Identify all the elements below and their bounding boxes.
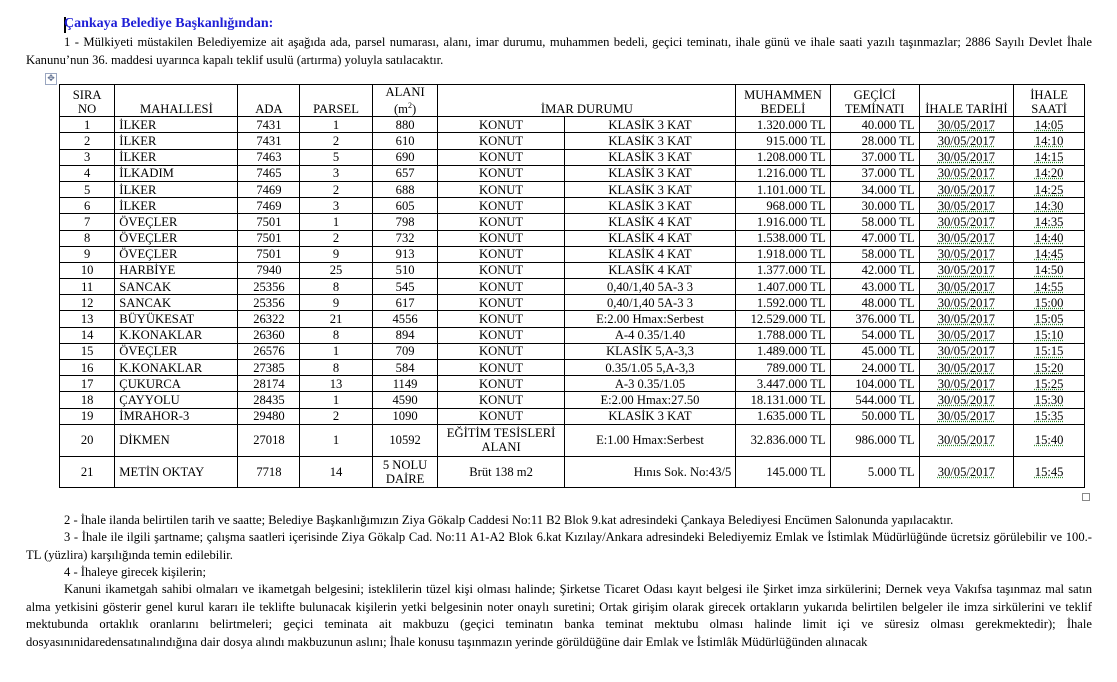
cell-no: 15: [60, 343, 115, 359]
cell-no: 4: [60, 165, 115, 181]
cell-teminat: 104.000 TL: [830, 376, 919, 392]
cell-bedel: 1.216.000 TL: [736, 165, 830, 181]
cell-tarih: 30/05/2017: [919, 133, 1014, 149]
cell-parsel: 9: [300, 295, 372, 311]
cell-tarih: 30/05/2017: [919, 165, 1014, 181]
cell-alan: 605: [372, 198, 438, 214]
cell-saat: 15:25: [1014, 376, 1085, 392]
cell-tarih: 30/05/2017: [919, 392, 1014, 408]
cell-parsel: 1: [300, 392, 372, 408]
cell-mahalle: SANCAK: [115, 295, 238, 311]
cell-no: 1: [60, 117, 115, 133]
cell-bedel: 1.918.000 TL: [736, 246, 830, 262]
cell-mahalle: DİKMEN: [115, 424, 238, 456]
cell-imar-2: 0,40/1,40 5A-3 3: [564, 295, 736, 311]
cell-parsel: 25: [300, 262, 372, 278]
cell-mahalle: ÖVEÇLER: [115, 230, 238, 246]
cell-alan: 584: [372, 360, 438, 376]
cell-bedel: 145.000 TL: [736, 456, 830, 487]
cell-parsel: 14: [300, 456, 372, 487]
header-saat: İHALE SAATİ: [1014, 85, 1085, 117]
cell-imar-1: KONUT: [438, 295, 564, 311]
cell-mahalle: İLKER: [115, 117, 238, 133]
cell-teminat: 5.000 TL: [830, 456, 919, 487]
cell-bedel: 32.836.000 TL: [736, 424, 830, 456]
cell-alan: 657: [372, 165, 438, 181]
cell-no: 8: [60, 230, 115, 246]
cell-imar-1: KONUT: [438, 230, 564, 246]
header-ada: ADA: [238, 85, 300, 117]
cell-ada: 25356: [238, 295, 300, 311]
cell-teminat: 45.000 TL: [830, 343, 919, 359]
cell-ada: 7501: [238, 246, 300, 262]
cell-saat: 15:10: [1014, 327, 1085, 343]
cell-parsel: 3: [300, 165, 372, 181]
cell-saat: 15:15: [1014, 343, 1085, 359]
cell-saat: 14:35: [1014, 214, 1085, 230]
cell-imar-1: KONUT: [438, 343, 564, 359]
cell-saat: 14:15: [1014, 149, 1085, 165]
cell-no: 16: [60, 360, 115, 376]
cell-saat: 14:30: [1014, 198, 1085, 214]
cell-alan: 732: [372, 230, 438, 246]
table-row: [60, 246, 1085, 262]
cell-bedel: 968.000 TL: [736, 198, 830, 214]
cell-alan: 610: [372, 133, 438, 149]
table-row: [60, 117, 1085, 133]
cell-alan: 10592: [372, 424, 438, 456]
cell-bedel: 1.208.000 TL: [736, 149, 830, 165]
cell-saat: 14:40: [1014, 230, 1085, 246]
table-row: [60, 262, 1085, 278]
cell-imar-1: KONUT: [438, 392, 564, 408]
cell-alan: 894: [372, 327, 438, 343]
cell-imar-1: KONUT: [438, 214, 564, 230]
table-row: [60, 311, 1085, 327]
cell-imar-2: KLASİK 5,A-3,3: [564, 343, 736, 359]
cell-teminat: 40.000 TL: [830, 117, 919, 133]
cell-no: 13: [60, 311, 115, 327]
cell-parsel: 5: [300, 149, 372, 165]
cell-mahalle: ÖVEÇLER: [115, 214, 238, 230]
cell-mahalle: ÇAYYOLU: [115, 392, 238, 408]
paragraph-2: 2 - İhale ilanda belirtilen tarih ve saatte; Belediye Başkanlığımızın Ziya Gökalp Caddesi No:11 B2 Blok 9.kat adresindeki Çankaya Belediyesi Encümen Salonunda yapılacaktır.: [64, 513, 954, 527]
table-resize-handle[interactable]: [1082, 493, 1090, 501]
cell-imar-1: KONUT: [438, 376, 564, 392]
table-row: [60, 181, 1085, 197]
cell-ada: 7718: [238, 456, 300, 487]
cell-mahalle: İLKER: [115, 181, 238, 197]
cell-no: 3: [60, 149, 115, 165]
cell-no: 9: [60, 246, 115, 262]
cell-alan: 545: [372, 279, 438, 295]
header-mahalle: MAHALLESİ: [115, 85, 238, 117]
cell-imar-1: KONUT: [438, 133, 564, 149]
cell-imar-2: KLASİK 3 KAT: [564, 198, 736, 214]
table-row: [60, 214, 1085, 230]
cell-bedel: 789.000 TL: [736, 360, 830, 376]
cell-saat: 14:55: [1014, 279, 1085, 295]
cell-imar-1: EĞİTİM TESİSLERİ ALANI: [438, 424, 564, 456]
cell-ada: 26322: [238, 311, 300, 327]
cell-tarih: 30/05/2017: [919, 424, 1014, 456]
cell-imar-2: KLASİK 3 KAT: [564, 181, 736, 197]
cell-imar-2: KLASİK 4 KAT: [564, 262, 736, 278]
cell-imar-2: A-4 0.35/1.40: [564, 327, 736, 343]
cell-bedel: 1.916.000 TL: [736, 214, 830, 230]
table-row: [60, 376, 1085, 392]
cell-parsel: 8: [300, 279, 372, 295]
cell-saat: 15:05: [1014, 311, 1085, 327]
cell-mahalle: K.KONAKLAR: [115, 360, 238, 376]
cell-imar-1: KONUT: [438, 327, 564, 343]
cell-mahalle: İMRAHOR-3: [115, 408, 238, 424]
table-row: [60, 230, 1085, 246]
table-move-handle-icon[interactable]: ✥: [45, 73, 57, 85]
cell-ada: 27018: [238, 424, 300, 456]
cell-saat: 14:50: [1014, 262, 1085, 278]
cell-no: 17: [60, 376, 115, 392]
cell-ada: 7501: [238, 214, 300, 230]
header-teminat: GEÇİCİ TEMİNATI: [830, 85, 919, 117]
cell-tarih: 30/05/2017: [919, 311, 1014, 327]
cell-ada: 7940: [238, 262, 300, 278]
cell-tarih: 30/05/2017: [919, 360, 1014, 376]
cell-tarih: 30/05/2017: [919, 149, 1014, 165]
cell-imar-1: KONUT: [438, 279, 564, 295]
cell-bedel: 1.489.000 TL: [736, 343, 830, 359]
cell-mahalle: BÜYÜKESAT: [115, 311, 238, 327]
cell-tarih: 30/05/2017: [919, 214, 1014, 230]
cell-ada: 7431: [238, 117, 300, 133]
cell-imar-1: KONUT: [438, 246, 564, 262]
cell-imar-2: KLASİK 3 KAT: [564, 149, 736, 165]
cell-tarih: 30/05/2017: [919, 456, 1014, 487]
cell-tarih: 30/05/2017: [919, 117, 1014, 133]
cell-saat: 14:20: [1014, 165, 1085, 181]
cell-tarih: 30/05/2017: [919, 343, 1014, 359]
cell-no: 20: [60, 424, 115, 456]
paragraph-3: 3 - İhale ile ilgili şartname; çalışma saatleri içerisinde Ziya Gökalp Cad. No:11 A1-A2 Blok 6.kat Kızılay/Ankara adresindeki Belediyemiz Emlak ve İstimlak Müdürlüğünde ücretsiz görülebilir ve 100.-TL (yüzlira) karşılığında temin edilebilir.: [26, 530, 1092, 562]
cell-parsel: 2: [300, 408, 372, 424]
cell-imar-2: KLASİK 4 KAT: [564, 230, 736, 246]
cell-no: 19: [60, 408, 115, 424]
cell-teminat: 42.000 TL: [830, 262, 919, 278]
cell-saat: 14:10: [1014, 133, 1085, 149]
cell-alan: 5 NOLU DAİRE: [372, 456, 438, 487]
cell-teminat: 58.000 TL: [830, 214, 919, 230]
cell-imar-1: KONUT: [438, 117, 564, 133]
cell-tarih: 30/05/2017: [919, 198, 1014, 214]
cell-imar-1: KONUT: [438, 262, 564, 278]
cell-saat: 15:30: [1014, 392, 1085, 408]
cell-mahalle: SANCAK: [115, 279, 238, 295]
cell-imar-1: KONUT: [438, 165, 564, 181]
cell-no: 7: [60, 214, 115, 230]
cell-alan: 4556: [372, 311, 438, 327]
cell-ada: 7469: [238, 198, 300, 214]
cell-alan: 709: [372, 343, 438, 359]
cell-teminat: 50.000 TL: [830, 408, 919, 424]
cell-bedel: 1.592.000 TL: [736, 295, 830, 311]
cell-no: 21: [60, 456, 115, 487]
cell-bedel: 1.101.000 TL: [736, 181, 830, 197]
cell-no: 18: [60, 392, 115, 408]
cell-imar-2: E:1.00 Hmax:Serbest: [564, 424, 736, 456]
cell-bedel: 1.788.000 TL: [736, 327, 830, 343]
table-row: [60, 360, 1085, 376]
cell-bedel: 12.529.000 TL: [736, 311, 830, 327]
cell-no: 12: [60, 295, 115, 311]
cell-imar-1: KONUT: [438, 360, 564, 376]
cell-mahalle: ÖVEÇLER: [115, 343, 238, 359]
cell-teminat: 986.000 TL: [830, 424, 919, 456]
paragraph-4: 4 - İhaleye girecek kişilerin;: [64, 565, 206, 579]
cell-mahalle: İLKER: [115, 133, 238, 149]
cell-no: 10: [60, 262, 115, 278]
cell-no: 6: [60, 198, 115, 214]
cell-saat: 15:35: [1014, 408, 1085, 424]
cell-no: 2: [60, 133, 115, 149]
cell-mahalle: K.KONAKLAR: [115, 327, 238, 343]
paragraph-5: Kanuni ikametgah sahibi olmaları ve ikametgah belgesini; isteklilerin tüzel kişi olması halinde; Şirketse Ticaret Odası kayıt belgesi ile Şirket imza sirkülerini; Dernek veya Vakıfsa taşınmaz mal satın alma yetkisini gösterir genel kurul kararı ile teklifte bulunacak kişilerin yetki belgesinin noter onaylı suretini; Ortak girişim olarak girecek ortakların yukarıda belirtilen belgeler ile imza sirkülerini ve teklif mektubunda ortaklık oranlarını belirtmeleri; geçici teminata ait makbuzu (geçici teminatın banka teminat mektubu olması halinde limit içi ve süresiz olması gerekmektedir); İhale dosyasınınidaredensatınalındığına dair dosya alındı makbuzunun aslını; İhale konusu taşınmazın yerinde görüldüğüne dair Emlak ve İstimlâk Müdürlüğünden alınacak: [26, 582, 1092, 649]
cell-teminat: 28.000 TL: [830, 133, 919, 149]
cell-teminat: 48.000 TL: [830, 295, 919, 311]
cell-imar-2: KLASİK 3 KAT: [564, 133, 736, 149]
cell-parsel: 1: [300, 424, 372, 456]
cell-parsel: 13: [300, 376, 372, 392]
cell-mahalle: HARBİYE: [115, 262, 238, 278]
cell-mahalle: ÇUKURCA: [115, 376, 238, 392]
cell-saat: 15:20: [1014, 360, 1085, 376]
cell-imar-2: Hınıs Sok. No:43/5: [564, 456, 736, 487]
cell-imar-2: KLASİK 4 KAT: [564, 214, 736, 230]
cell-bedel: 3.447.000 TL: [736, 376, 830, 392]
header-sira-no: SIRA NO: [60, 85, 115, 117]
cell-tarih: 30/05/2017: [919, 295, 1014, 311]
cell-alan: 913: [372, 246, 438, 262]
cell-parsel: 1: [300, 343, 372, 359]
cell-parsel: 2: [300, 230, 372, 246]
cell-tarih: 30/05/2017: [919, 262, 1014, 278]
cell-teminat: 24.000 TL: [830, 360, 919, 376]
cell-imar-2: 0,40/1,40 5A-3 3: [564, 279, 736, 295]
cell-no: 14: [60, 327, 115, 343]
cell-imar-2: 0.35/1.05 5,A-3,3: [564, 360, 736, 376]
cell-tarih: 30/05/2017: [919, 246, 1014, 262]
cell-bedel: 18.131.000 TL: [736, 392, 830, 408]
cell-alan: 617: [372, 295, 438, 311]
table-row: [60, 424, 1085, 456]
cell-alan: 880: [372, 117, 438, 133]
cell-teminat: 544.000 TL: [830, 392, 919, 408]
cell-parsel: 1: [300, 117, 372, 133]
cell-ada: 7501: [238, 230, 300, 246]
cell-parsel: 8: [300, 360, 372, 376]
cell-ada: 7465: [238, 165, 300, 181]
cell-imar-1: KONUT: [438, 311, 564, 327]
cell-alan: 688: [372, 181, 438, 197]
cell-parsel: 2: [300, 133, 372, 149]
document-title: Çankaya Belediye Başkanlığından:: [64, 16, 274, 31]
cell-teminat: 58.000 TL: [830, 246, 919, 262]
table-row: [60, 279, 1085, 295]
header-alan: ALANI $(m^2)$: [372, 85, 438, 117]
cell-teminat: 54.000 TL: [830, 327, 919, 343]
cell-imar-1: KONUT: [438, 149, 564, 165]
cell-mahalle: İLKADIM: [115, 165, 238, 181]
cell-parsel: 21: [300, 311, 372, 327]
cell-tarih: 30/05/2017: [919, 279, 1014, 295]
header-imar: İMAR DURUMU: [438, 85, 736, 117]
cell-bedel: 1.320.000 TL: [736, 117, 830, 133]
table-row: [60, 149, 1085, 165]
cell-tarih: 30/05/2017: [919, 376, 1014, 392]
cell-imar-2: KLASİK 3 KAT: [564, 117, 736, 133]
cell-mahalle: ÖVEÇLER: [115, 246, 238, 262]
cell-teminat: 30.000 TL: [830, 198, 919, 214]
cell-imar-2: A-3 0.35/1.05: [564, 376, 736, 392]
cell-parsel: 3: [300, 198, 372, 214]
cell-parsel: 8: [300, 327, 372, 343]
cell-ada: 7463: [238, 149, 300, 165]
cell-imar-1: KONUT: [438, 408, 564, 424]
cell-alan: 4590: [372, 392, 438, 408]
cell-imar-2: KLASİK 3 KAT: [564, 408, 736, 424]
cell-teminat: 47.000 TL: [830, 230, 919, 246]
cell-teminat: 37.000 TL: [830, 165, 919, 181]
cell-no: 11: [60, 279, 115, 295]
table-row: [60, 392, 1085, 408]
cell-tarih: 30/05/2017: [919, 408, 1014, 424]
cell-tarih: 30/05/2017: [919, 181, 1014, 197]
table-row: [60, 343, 1085, 359]
cell-alan: 510: [372, 262, 438, 278]
cell-saat: 14:05: [1014, 117, 1085, 133]
paragraph-1: 1 - Mülkiyeti müstakilen Belediyemize ait aşağıda ada, parsel numarası, alanı, imar durumu, muhammen bedeli, geçici teminatı, ihale günü ve ihale saati yazılı taşınmazlar; 2886 Sayılı Devlet İhale Kanunu’nun 36. maddesi uyarınca kapalı teklif usulü (artırma) yoluyla satılacaktır.: [26, 35, 1092, 67]
cell-ada: 27385: [238, 360, 300, 376]
cell-imar-2: KLASİK 4 KAT: [564, 246, 736, 262]
header-parsel: PARSEL: [300, 85, 372, 117]
table-row: [60, 198, 1085, 214]
cell-parsel: 1: [300, 214, 372, 230]
cell-alan: 1090: [372, 408, 438, 424]
table-row: [60, 408, 1085, 424]
header-tarih: İHALE TARİHİ: [919, 85, 1014, 117]
cell-saat: 15:00: [1014, 295, 1085, 311]
cell-alan: 798: [372, 214, 438, 230]
cell-bedel: 1.407.000 TL: [736, 279, 830, 295]
table-header-row: [60, 85, 1085, 117]
cell-teminat: 34.000 TL: [830, 181, 919, 197]
table-row: [60, 165, 1085, 181]
table-row: [60, 327, 1085, 343]
cell-ada: 25356: [238, 279, 300, 295]
cell-ada: 29480: [238, 408, 300, 424]
cell-tarih: 30/05/2017: [919, 327, 1014, 343]
cell-bedel: 1.377.000 TL: [736, 262, 830, 278]
cell-bedel: 915.000 TL: [736, 133, 830, 149]
auction-table: [59, 84, 1085, 488]
table-row: [60, 133, 1085, 149]
cell-mahalle: İLKER: [115, 149, 238, 165]
cell-teminat: 376.000 TL: [830, 311, 919, 327]
cell-teminat: 37.000 TL: [830, 149, 919, 165]
cell-saat: 14:25: [1014, 181, 1085, 197]
cell-mahalle: İLKER: [115, 198, 238, 214]
cell-bedel: 1.635.000 TL: [736, 408, 830, 424]
cell-ada: 26360: [238, 327, 300, 343]
cell-saat: 15:45: [1014, 456, 1085, 487]
table-row: [60, 295, 1085, 311]
cell-ada: 7469: [238, 181, 300, 197]
cell-no: 5: [60, 181, 115, 197]
cell-teminat: 43.000 TL: [830, 279, 919, 295]
cell-imar-2: E:2.00 Hmax:Serbest: [564, 311, 736, 327]
cell-ada: 7431: [238, 133, 300, 149]
cell-tarih: 30/05/2017: [919, 230, 1014, 246]
cell-saat: 15:40: [1014, 424, 1085, 456]
cell-imar-2: E:2.00 Hmax:27.50: [564, 392, 736, 408]
cell-imar-2: KLASİK 3 KAT: [564, 165, 736, 181]
cell-imar-1: KONUT: [438, 198, 564, 214]
cell-mahalle: METİN OKTAY: [115, 456, 238, 487]
cell-parsel: 9: [300, 246, 372, 262]
header-muhammen: MUHAMMEN BEDELİ: [736, 85, 830, 117]
cell-parsel: 2: [300, 181, 372, 197]
cell-imar-1: Brüt 138 m2: [438, 456, 564, 487]
cell-alan: 1149: [372, 376, 438, 392]
cell-saat: 14:45: [1014, 246, 1085, 262]
cell-alan: 690: [372, 149, 438, 165]
cell-imar-1: KONUT: [438, 181, 564, 197]
cell-ada: 26576: [238, 343, 300, 359]
cell-ada: 28435: [238, 392, 300, 408]
cell-ada: 28174: [238, 376, 300, 392]
cell-bedel: 1.538.000 TL: [736, 230, 830, 246]
table-row: [60, 456, 1085, 487]
